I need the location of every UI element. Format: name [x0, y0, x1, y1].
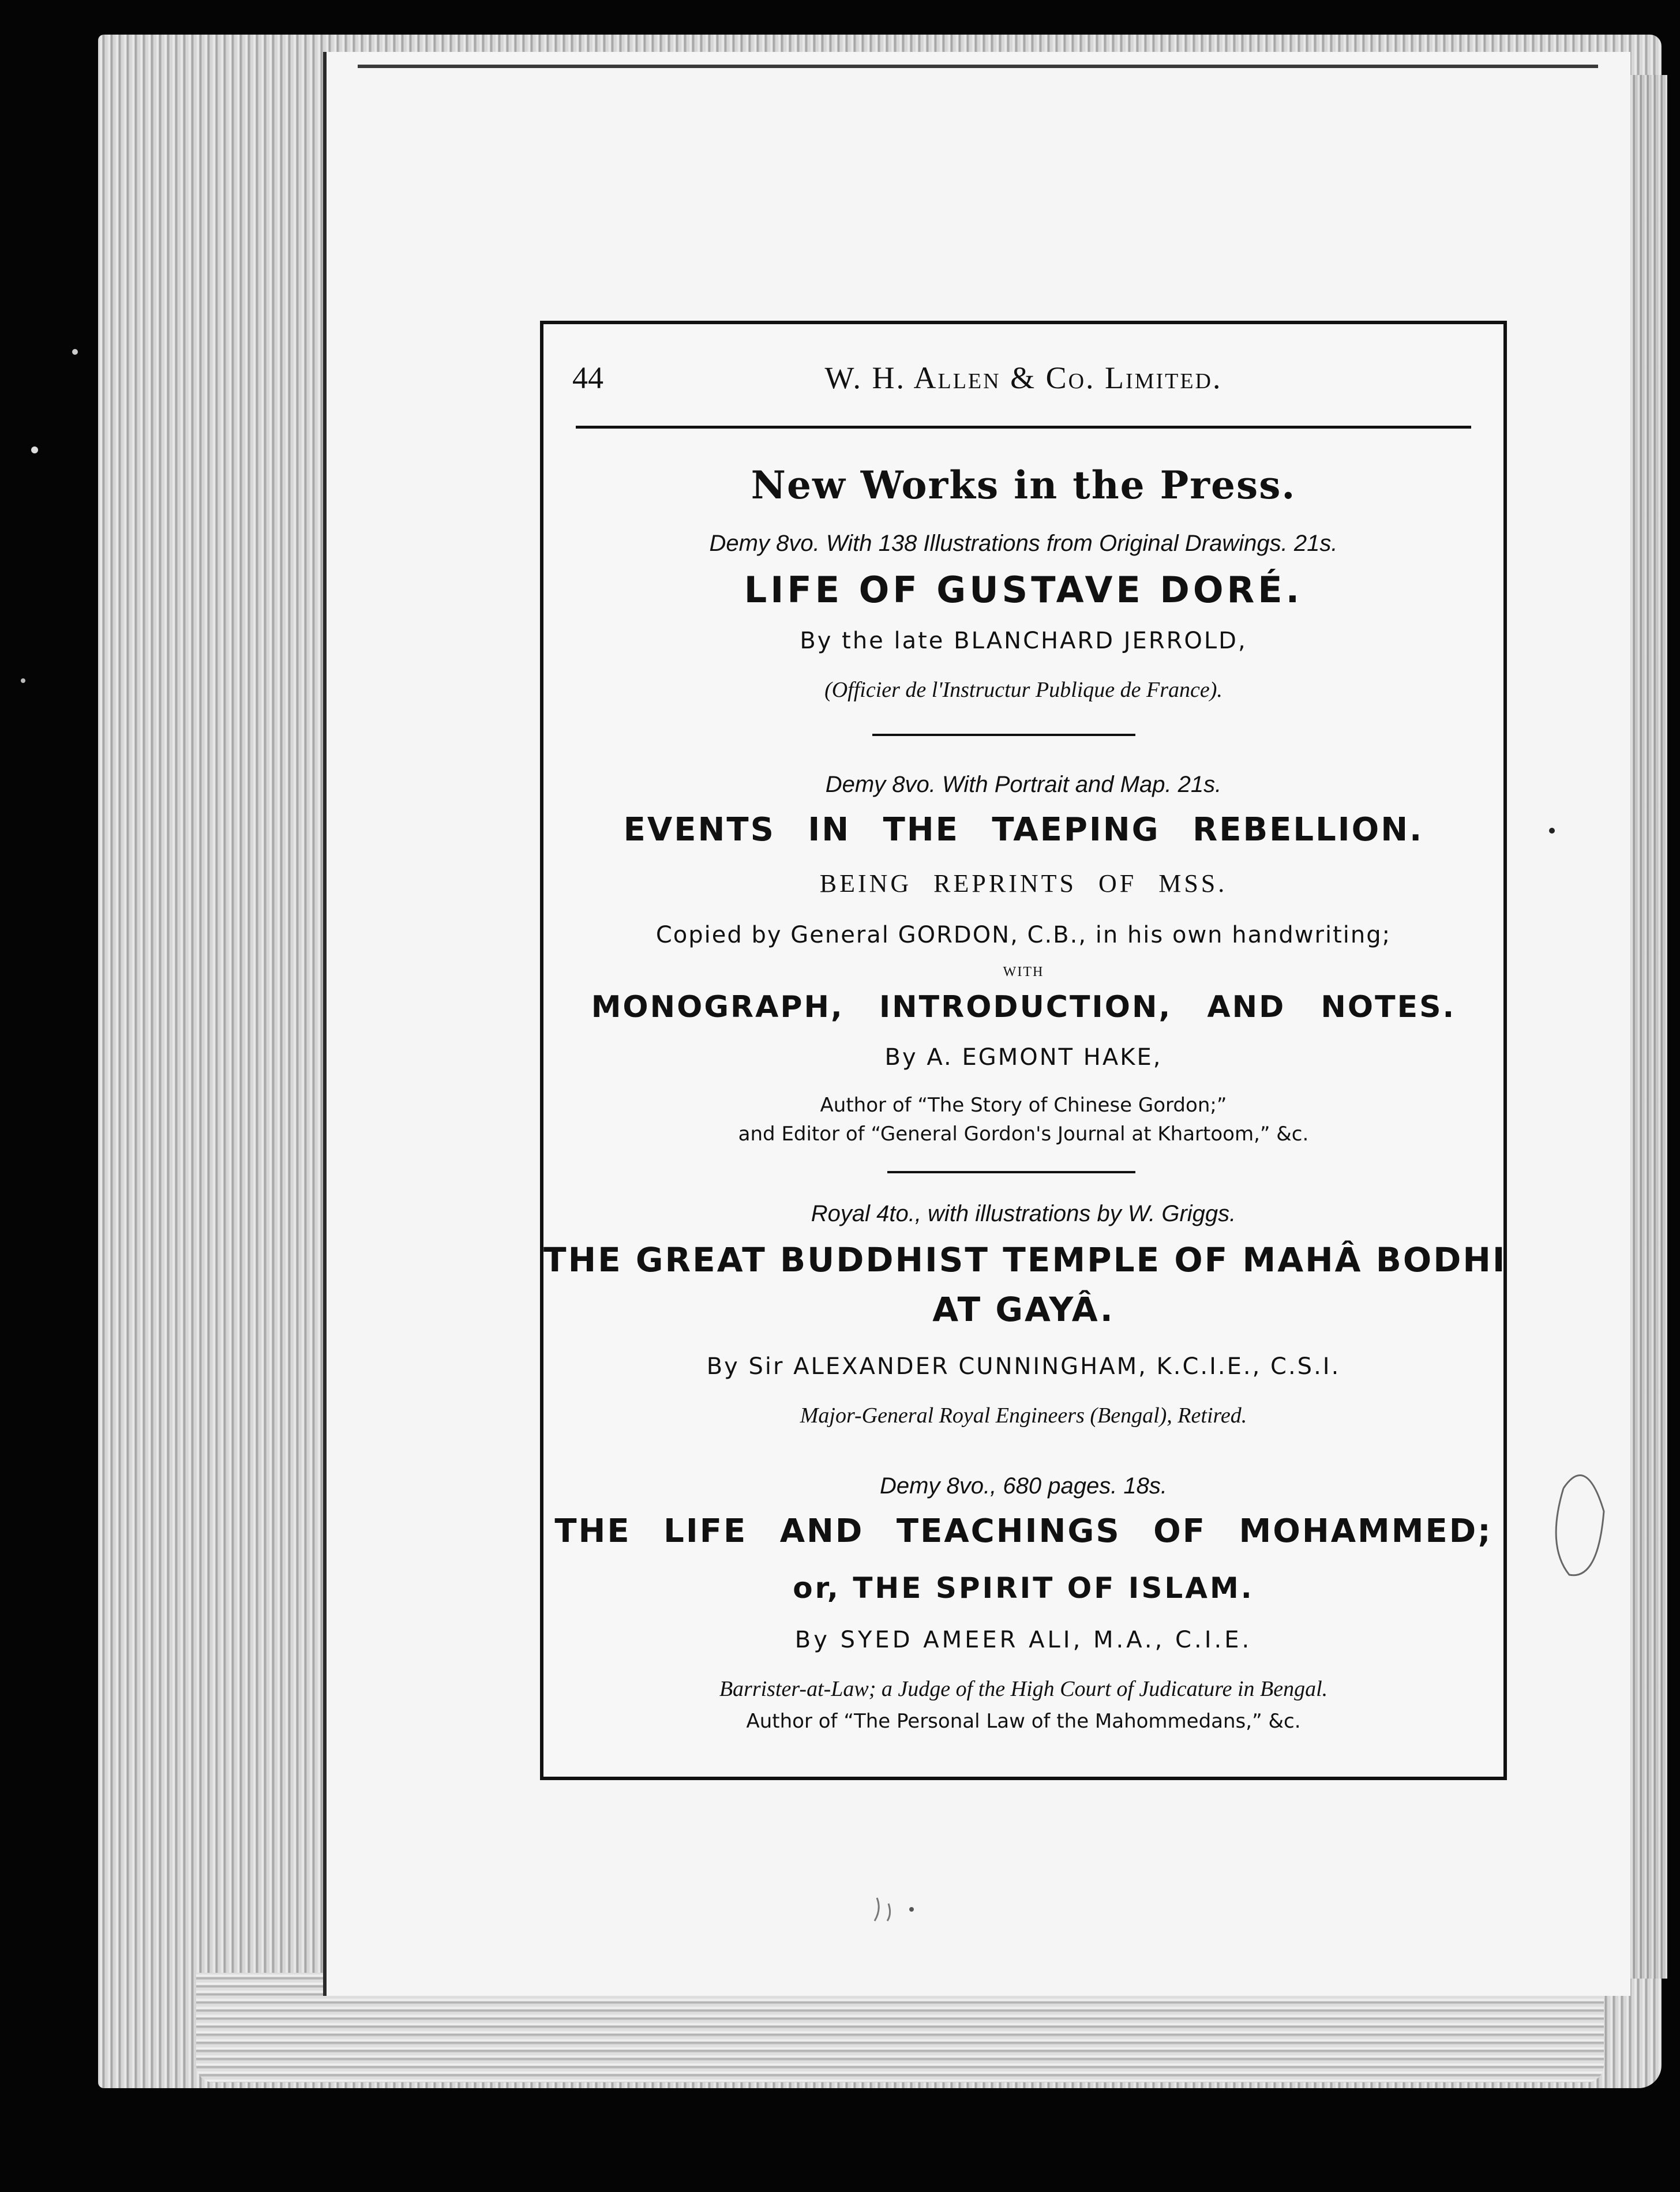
book-2-format: Demy 8vo. With Portrait and Map. 21s.	[825, 772, 1222, 797]
book-2-copied: Copied by General GORDON, C.B., in his own handwriting;	[655, 922, 1392, 948]
running-header	[543, 324, 1503, 428]
book-1-title: LIFE OF GUSTAVE DORÉ.	[744, 569, 1303, 611]
book-3-title-line-2: AT GAYÂ.	[932, 1290, 1115, 1329]
book-4-note-1: Barrister-at-Law; a Judge of the High Court of Judicature in Bengal.	[719, 1677, 1328, 1701]
book-4-format: Demy 8vo., 680 pages. 18s.	[879, 1473, 1168, 1499]
advertisement-frame	[540, 321, 1507, 1780]
book-3-title-line-1: THE GREAT BUDDHIST TEMPLE OF MAHÂ BODHI	[543, 1240, 1507, 1279]
book-4-subtitle: or, THE SPIRIT OF ISLAM.	[793, 1571, 1254, 1605]
page-number: 44	[572, 361, 603, 395]
book-3-format: Royal 4to., with illustrations by W. Griggs.	[811, 1201, 1236, 1226]
divider	[872, 734, 1135, 736]
divider	[887, 1171, 1135, 1173]
section-title: New Works in the Press.	[751, 463, 1296, 508]
book-2-credit-1: Author of “The Story of Chinese Gordon;”	[820, 1094, 1227, 1117]
header-rule	[576, 426, 1471, 429]
book-2-with: WITH	[1003, 964, 1044, 979]
book-4-title: THE LIFE AND TEACHINGS OF MOHAMMED;	[554, 1512, 1492, 1550]
book-2-author: By A. EGMONT HAKE,	[884, 1044, 1162, 1071]
book-3-author: By Sir ALEXANDER CUNNINGHAM, K.C.I.E., C.S.I.	[706, 1353, 1341, 1380]
book-4-author: By SYED AMEER ALI, M.A., C.I.E.	[794, 1627, 1252, 1653]
book-1-format: Demy 8vo. With 138 Illustrations from Original Drawings. 21s.	[709, 531, 1338, 556]
book-2-extra: MONOGRAPH, INTRODUCTION, AND NOTES.	[591, 990, 1456, 1024]
page-top-edge	[358, 65, 1598, 68]
book-1-author: By the late BLANCHARD JERROLD,	[800, 628, 1247, 654]
book-4-note-2: Author of “The Personal Law of the Mahommedans,” &c.	[746, 1710, 1301, 1733]
book-2-credit-2: and Editor of “General Gordon's Journal at Khartoom,” &c.	[738, 1123, 1309, 1146]
book-3-note: Major-General Royal Engineers (Bengal), Retired.	[800, 1403, 1247, 1428]
book-2-title: EVENTS IN THE TAEPING REBELLION.	[623, 811, 1424, 849]
book-1-note: (Officier de l'Instructur Publique de France).	[824, 678, 1222, 702]
book-2-subtitle: BEING REPRINTS OF MSS.	[819, 869, 1228, 898]
publisher-name: W. H. Allen & Co. Limited.	[824, 361, 1222, 395]
